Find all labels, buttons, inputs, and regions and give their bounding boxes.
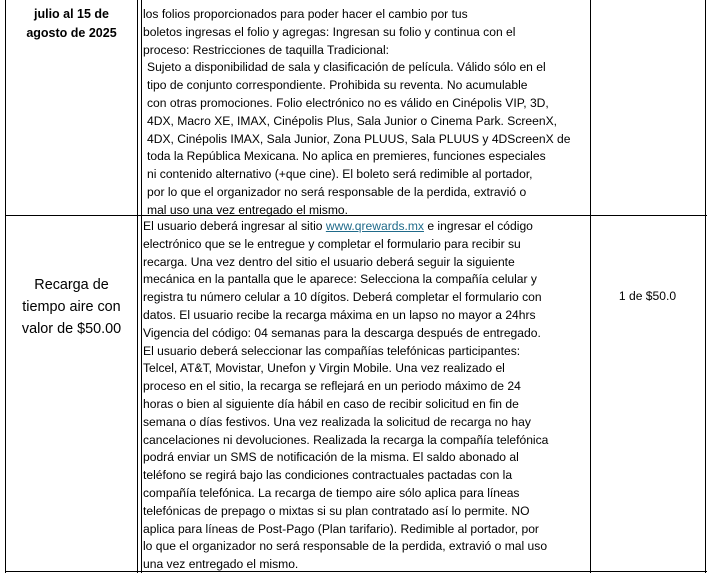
row1-text-line: los folios proporcionados para poder hacer el cambio por tus [143, 7, 468, 21]
column-divider-2 [590, 0, 591, 573]
row1-description [143, 6, 588, 220]
row2-text-line: Vigencia del código: 04 semanas para la descarga después de entregado. [143, 325, 541, 340]
row1-text-line: 4DX, Macro XE, IMAX, Cinépolis Plus, Sala Junior o Cinema Park. ScreenX, [147, 113, 558, 128]
row2-text-line: podrá enviar un SMS de notificación de la misma. El saldo abonado al [143, 450, 519, 465]
row1-text-line: toda la República Mexicana. No aplica en premieres, funciones especiales [147, 149, 546, 164]
row1-text-line: Sujeto a disponibilidad de sala y clasificación de película. Válido sólo en el [147, 60, 546, 75]
row2-text-line: semana o días festivos. Una vez realizada la solicitud de recarga no hay [143, 414, 531, 429]
row2-text-line: Telcel, AT&T, Movistar, Unefon y Virgin Mobile. Una vez realizado el [143, 361, 505, 376]
row2-description [143, 218, 588, 574]
row1-date-line-2: agosto de 2025 [26, 26, 117, 40]
row2-title-line-1: Recarga de [34, 277, 109, 293]
column-divider-1 [137, 0, 138, 573]
row2-text-line: telefónicas de prepago o mixtas si su plan contratado así lo permite. NO [143, 503, 530, 518]
row2-title [6, 274, 137, 340]
row2-text-line: lo que el organizador no será responsable de la perdida, extravió o mal uso [143, 539, 548, 554]
row2-text-line: horas o bien al siguiente día hábil en caso de recibir solicitud en fin de [143, 396, 519, 411]
row2-text-line: datos. El usuario recibe la recarga máxima en un lapso no mayor a 24hrs [143, 307, 536, 322]
row2-first-line [143, 218, 588, 236]
row2-text-line: teléfono se regirá bajo las condiciones contractuales pactadas con la [143, 468, 513, 483]
row2-first-line-prefix: El usuario deberá ingresar al sitio [143, 219, 326, 233]
row2-first-line-suffix: e ingresar el código [423, 219, 533, 233]
row2-text-line: cancelaciones ni devoluciones. Realizada la recarga la compañía telefónica [143, 432, 549, 447]
row2-title-line-2: tiempo aire con [22, 299, 121, 315]
row1-date-line-1: julio al 15 de [33, 7, 110, 21]
row2-text-line: compañía telefónica. La recarga de tiempo aire sólo aplica para líneas [143, 485, 520, 500]
row2-text-line: recarga. Una vez dentro del sitio el usuario deberá seguir la siguiente [143, 254, 515, 269]
row2-text-line: proceso en el sitio, la recarga se reflejará en un periodo máximo de 24 [143, 379, 521, 394]
row2-title-line-3: valor de $50.00 [21, 321, 122, 337]
row1-text-line: boletos ingresas el folio y agregas: Ingresan su folio y continua con el [143, 24, 516, 39]
column-divider-1b [141, 0, 142, 573]
row2-text-line: electrónico que se le entregue y completar el formulario para recibir su [143, 236, 521, 251]
row1-date [6, 5, 137, 43]
row1-text-line: mal uso una vez entregado el mismo. [147, 202, 348, 217]
row2-quantity: 1 de $50.0 [618, 289, 677, 303]
row2-text-line: El usuario deberá seleccionar las compañías telefónicas participantes: [143, 343, 521, 358]
row1-text-line: por lo que el organizador no será responsable de la perdida, extravió o [147, 184, 527, 199]
row2-text-line: aplica para líneas de Post-Pago (Plan tarifario). Redimible al portador, por [143, 521, 539, 536]
row2-text-line: mecánica en la pantalla que le aparece: Selecciona la compañía celular y [143, 272, 537, 287]
row1-text-line: con otras promociones. Folio electrónico no es válido en Cinépolis VIP, 3D, [147, 95, 549, 110]
row1-text-line: ni contenido alternativo (+que cine). El boleto será redimible al portador, [147, 167, 533, 182]
row2-text-line: una vez entregado el mismo. [143, 557, 299, 572]
table-border-right [705, 0, 706, 573]
row1-text-line: tipo de conjunto correspondiente. Prohibida su reventa. No acumulable [147, 78, 528, 93]
row1-text-line: proceso: Restricciones de taquilla Tradicional: [143, 42, 390, 57]
row1-text-line: 4DX, Cinépolis IMAX, Sala Junior, Zona PLUUS, Sala PLUUS y 4DScreenX de [147, 131, 571, 146]
row2-text-line: registra tu número celular a 10 dígitos. Deberá completar el formulario con [143, 290, 542, 305]
qrewards-link[interactable]: www.qrewards.mx [325, 219, 424, 233]
